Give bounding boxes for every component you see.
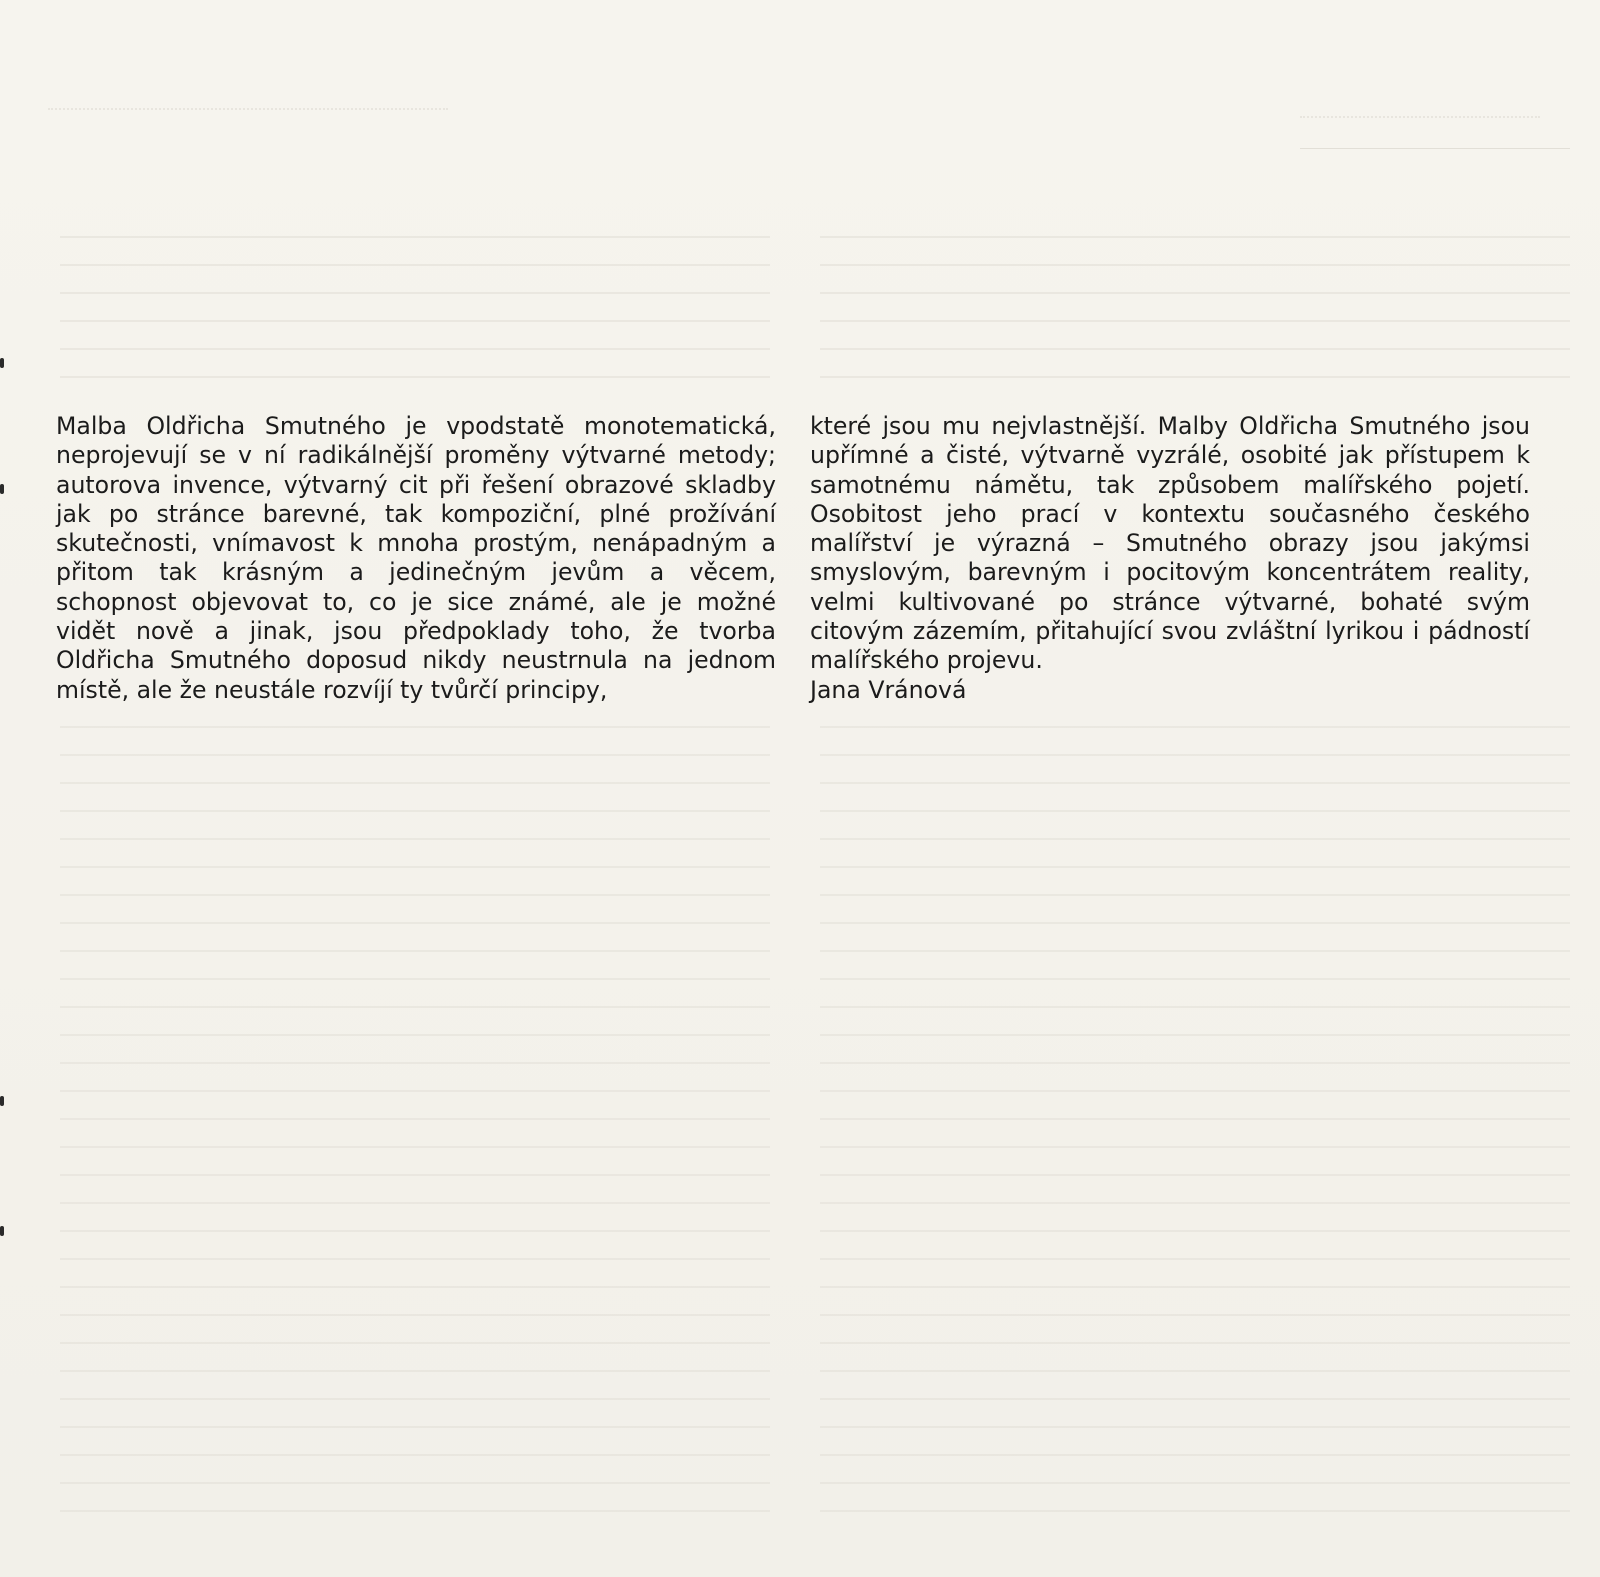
edge-mark <box>0 358 4 368</box>
edge-mark <box>0 1226 4 1236</box>
edge-mark <box>0 1096 4 1106</box>
edge-mark <box>0 484 4 494</box>
article-left-text: Malba Oldřicha Smutného je vpodstatě monotematická, neprojevují se v ní radikálnější proměny výtvarné metody; autorova invence, výtvarný cit při řešení obrazové skladby jak po stránce barevné, tak kompoziční, plné prožívání skutečnosti, vnímavost k mnoha prostým, nenápadným a přitom tak krásným a jedinečným jevům a věcem, schopnost objevovat to, co je sice známé, ale je možné vidět nově a jinak, jsou předpoklady toho, že tvorba Oldřicha Smutného doposud nikdy neustrnula na jednom místě, ale že neustále rozvíjí ty tvůrčí principy, <box>56 412 776 704</box>
show-through-heading-right <box>1300 96 1560 136</box>
article-right-column <box>810 412 1530 705</box>
show-through-lines-left <box>60 218 770 398</box>
show-through-rule <box>1300 148 1570 149</box>
article-right-text: které jsou mu nejvlastnější. Malby Oldřicha Smutného jsou upřímné a čisté, výtvarně vyzrálé, osobité jak přístupem k samotnému námětu, tak způsobem malířského pojetí. Osobitost jeho prací v kontextu současného českého malířství je výrazná – Smutného obrazy jsou jakýmsi smyslovým, barevným i pocitovým koncentrátem reality, velmi kultivované po stránce výtvarné, bohaté svým citovým zázemím, přitahující svou zvláštní lyrikou i pádností malířského projevu. <box>810 412 1530 675</box>
author-signature: Jana Vránová <box>810 675 967 704</box>
show-through-heading-left <box>48 88 468 128</box>
show-through-lines-left-lower <box>60 708 770 1538</box>
show-through-lines-right-lower <box>820 708 1570 1538</box>
show-through-lines-right <box>820 218 1570 398</box>
article-left-column <box>56 412 776 705</box>
